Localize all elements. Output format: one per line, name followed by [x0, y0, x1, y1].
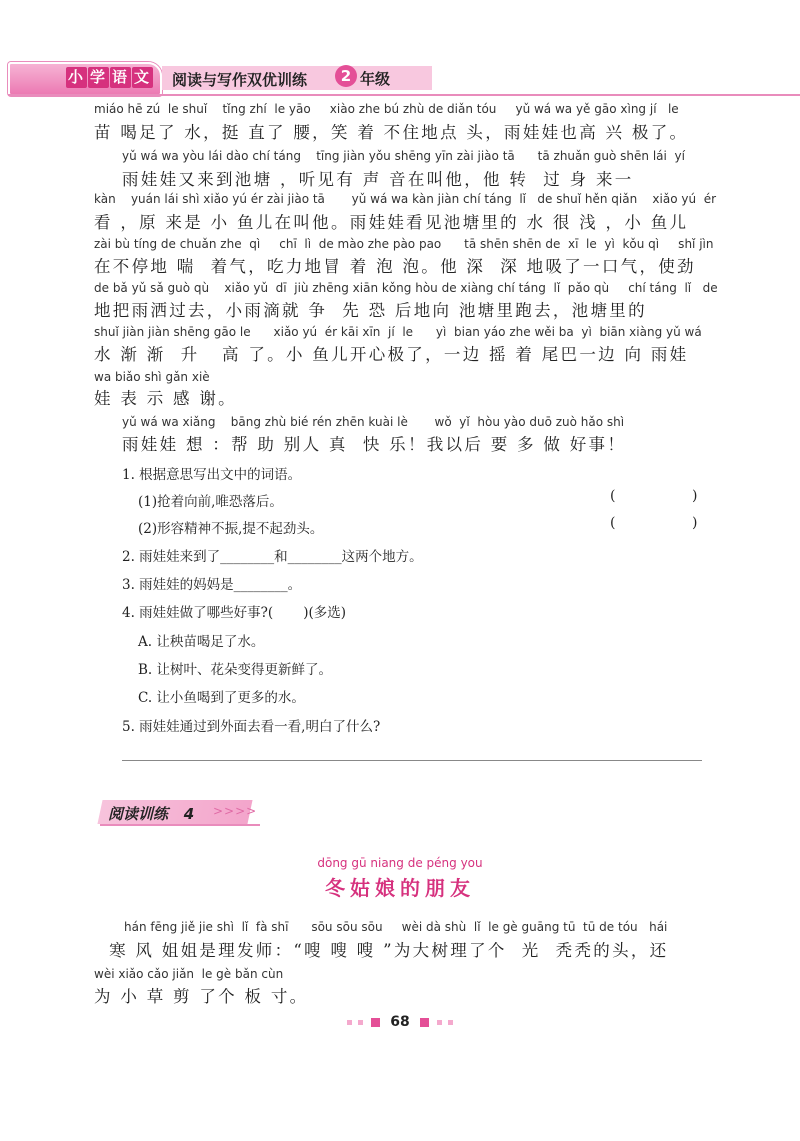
pinyin-line: de bǎ yǔ sǎ guò qù xiǎo yǔ dī jiù zhēng xiān kǒng hòu de xiàng chí táng lǐ pǎo qù chí táng lǐ de: [94, 281, 718, 295]
text-line: 看 ，原 来是 小 鱼儿在叫他。雨娃娃看见池塘里的 水 很 浅 ，小 鱼儿: [94, 213, 689, 232]
story-title: 冬姑娘的朋友: [325, 876, 475, 900]
pinyin-line: kàn yuán lái shì xiǎo yú ér zài jiào tā yǔ wá wa kàn jiàn chí táng lǐ de shuǐ hěn qiǎn xiǎo yú ér: [94, 192, 717, 206]
answer-paren-close: ): [692, 488, 698, 504]
header-divider: [8, 94, 800, 96]
answer-paren-open: (: [610, 488, 616, 504]
subject-label: [66, 67, 154, 88]
option-a: A. 让秧苗喝足了水。: [138, 634, 265, 650]
footer-square: [420, 1018, 429, 1027]
book-title: 阅读与写作双优训练: [172, 71, 308, 89]
pinyin-line: wèi xiǎo cǎo jiǎn le gè bǎn cùn: [94, 967, 284, 981]
option-c: C. 让小鱼喝到了更多的水。: [138, 690, 305, 706]
section-title: 阅读训练: [108, 805, 169, 823]
text-line: 为 小 草 剪 了个 板 寸。: [94, 987, 309, 1006]
section-label: [108, 803, 194, 824]
page-header: [0, 56, 800, 96]
subject-char: 语: [111, 68, 129, 86]
pinyin-line: wa biǎo shì gǎn xiè: [94, 370, 210, 384]
text-line: 寒 风 姐姐是理发师：“嗖 嗖 嗖 ”为大树理了个 光 秃秃的头，还: [94, 941, 669, 960]
text-line: 水 渐 渐 升 高 了。小 鱼儿开心极了，一边 摇 着 尾巴一边 向 雨娃: [94, 345, 689, 364]
question-1-1: (1)抢着向前,唯恐落后。: [138, 494, 283, 510]
section-underline: [100, 824, 260, 826]
option-b: B. 让树叶、花朵变得更新鲜了。: [138, 662, 333, 678]
grade-label: 年级: [360, 70, 391, 88]
pinyin-line: zài bù tíng de chuǎn zhe qì chī lì de mào zhe pào pao tā shēn shēn de xī le yì kǒu qì shǐ jìn: [94, 237, 714, 251]
footer-square: [371, 1018, 380, 1027]
question-1-2: (2)形容精神不振,提不起劲头。: [138, 521, 324, 537]
subject-char: 文: [133, 68, 151, 86]
pinyin-line: yǔ wá wa xiǎng bāng zhù bié rén zhēn kuài lè wǒ yǐ hòu yào duō zuò hǎo shì: [122, 415, 625, 429]
text-line: 苗 喝足了 水，挺 直了 腰，笑 着 不住地点 头，雨娃娃也高 兴 极了。: [94, 123, 689, 142]
question-4: 4. 雨娃娃做了哪些好事?( )(多选): [122, 605, 347, 621]
page-number: 68: [390, 1014, 410, 1030]
pinyin-line: hán fēng jiě jie shì lǐ fà shī sōu sōu sōu wèi dà shù lǐ le gè guāng tū tū de tóu hái: [124, 920, 668, 934]
subject-char: 学: [89, 68, 107, 86]
pinyin-line: shuǐ jiàn jiàn shēng gāo le xiǎo yú ér kāi xīn jí le yì bian yáo zhe wěi ba yì biān xiàng yǔ wá: [94, 325, 702, 339]
question-1: 1. 根据意思写出文中的词语。: [122, 467, 302, 483]
question-2: 2. 雨娃娃来到了________和________这两个地方。: [122, 549, 423, 565]
grade-badge: 2: [335, 65, 357, 87]
question-3: 3. 雨娃娃的妈妈是________。: [122, 577, 302, 593]
pinyin-line: yǔ wá wa yòu lái dào chí táng tīng jiàn yǒu shēng yīn zài jiào tā tā zhuǎn guò shēn lái yí: [122, 149, 685, 163]
text-line: 娃 表 示 感 谢。: [94, 389, 237, 408]
footer-dot: [437, 1020, 442, 1025]
section-arrows: >>>>: [213, 804, 258, 818]
footer-dot: [448, 1020, 453, 1025]
page-footer: [0, 1014, 800, 1030]
text-line: 在不停地 喘 着气，吃力地冒 着 泡 泡。他 深 深 地吸了一口气，使劲: [94, 257, 696, 276]
pinyin-line: miáo hē zú le shuǐ tǐng zhí le yāo xiào zhe bú zhù de diǎn tóu yǔ wá wa yě gāo xìng jí le: [94, 102, 679, 116]
section-number: 4: [183, 805, 195, 823]
subject-char: 小: [67, 68, 85, 86]
story-title-pinyin: dōng gū niang de péng you: [317, 856, 483, 870]
footer-dot: [358, 1020, 363, 1025]
text-line: 雨娃娃又来到池塘 ，听见有 声 音在叫他，他 转 过 身 来一: [122, 170, 634, 189]
answer-paren-open: (: [610, 515, 616, 531]
answer-line: [122, 760, 702, 761]
text-line: 地把雨洒过去，小雨滴就 争 先 恐 后地向 池塘里跑去，池塘里的: [94, 301, 647, 320]
footer-dot: [347, 1020, 352, 1025]
question-5: 5. 雨娃娃通过到外面去看一看,明白了什么?: [122, 719, 381, 735]
text-line: 雨娃娃 想 ：帮 助 别人 真 快 乐！我以后 要 多 做 好事！: [122, 435, 627, 454]
answer-paren-close: ): [692, 515, 698, 531]
